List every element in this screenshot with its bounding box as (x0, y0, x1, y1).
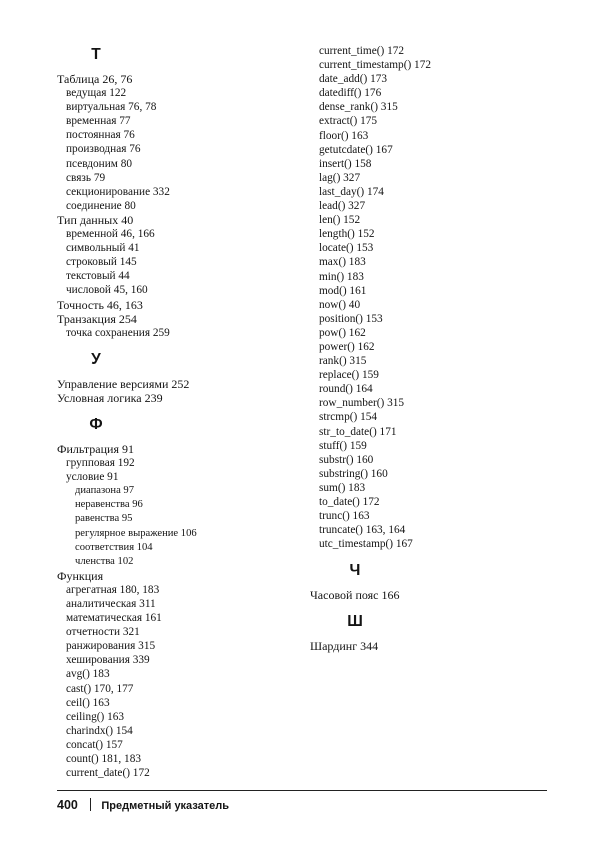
index-subentry: постоянная 76 (66, 129, 135, 142)
index-subentry: now() 40 (319, 298, 361, 311)
index-subentry: replace() 159 (319, 369, 379, 382)
index-subentry: регулярное выражение 106 (75, 527, 197, 539)
index-subentry: datediff() 176 (319, 87, 382, 100)
index-subentry: равенства 95 (75, 513, 133, 525)
index-subentry: position() 153 (319, 312, 383, 325)
index-subentry: rank() 315 (319, 355, 367, 368)
page-footer (57, 796, 229, 814)
index-subentry: extract() 175 (319, 115, 378, 128)
index-subentry: len() 152 (319, 214, 361, 227)
index-column-left (57, 44, 292, 780)
index-subentry: lead() 327 (319, 200, 366, 213)
index-subentry: числовой 45, 160 (66, 284, 148, 297)
index-subentry: символьный 41 (66, 242, 140, 255)
index-subentry: count() 181, 183 (66, 753, 141, 766)
index-subentry: mod() 161 (319, 284, 367, 297)
index-subentry: условие 91 (66, 471, 119, 484)
index-subentry: математическая 161 (66, 612, 162, 625)
index-letter-heading: Ш (347, 613, 363, 631)
index-subentry: ceiling() 163 (66, 710, 125, 723)
index-subentry: round() 164 (319, 383, 373, 396)
index-entry: Управление версиями 252 (57, 376, 190, 391)
index-letter-heading: Ч (349, 562, 361, 580)
index-subentry: sum() 183 (319, 481, 366, 494)
index-subentry: временная 77 (66, 115, 131, 128)
index-subentry: cast() 170, 177 (66, 682, 134, 695)
index-subentry: текстовый 44 (66, 270, 130, 283)
footer-separator (90, 798, 92, 811)
index-subentry: min() 183 (319, 270, 364, 283)
index-subentry: хеширования 339 (66, 654, 150, 667)
index-subentry: неравенства 96 (75, 499, 143, 511)
index-subentry: соединение 80 (66, 199, 136, 212)
index-subentry: производная 76 (66, 143, 141, 156)
index-subentry: locate() 153 (319, 242, 374, 255)
index-subentry: truncate() 163, 164 (319, 524, 406, 537)
index-subentry: trunc() 163 (319, 510, 370, 523)
index-subentry: агрегатная 180, 183 (66, 583, 160, 596)
index-subentry: concat() 157 (66, 738, 123, 751)
index-subentry: substr() 160 (319, 453, 374, 466)
index-subentry: last_day() 174 (319, 185, 384, 198)
index-subentry: временной 46, 166 (66, 228, 155, 241)
index-subentry: max() 183 (319, 256, 366, 269)
index-subentry: row_number() 315 (319, 397, 405, 410)
index-subentry: insert() 158 (319, 157, 372, 170)
index-subentry: stuff() 159 (319, 439, 367, 452)
index-subentry: членства 102 (75, 555, 134, 567)
page-number: 400 (57, 798, 78, 812)
index-subentry: utc_timestamp() 167 (319, 538, 413, 551)
index-subentry: групповая 192 (66, 457, 135, 470)
index-subentry: отчетности 321 (66, 626, 140, 639)
index-subentry: getutcdate() 167 (319, 143, 393, 156)
index-entry: Таблица 26, 76 (57, 72, 133, 86)
index-subentry: current_time() 172 (319, 45, 405, 57)
index-subentry: date_add() 173 (319, 73, 388, 86)
index-entry: Шардинг 344 (310, 639, 379, 654)
index-subentry: substring() 160 (319, 467, 388, 480)
index-entry: Фильтрация 91 (57, 441, 134, 456)
index-subentry: power() 162 (319, 340, 375, 353)
index-subentry: секционирование 332 (66, 185, 170, 198)
index-subentry: диапазона 97 (75, 485, 135, 497)
index-subentry: аналитическая 311 (66, 598, 156, 610)
running-title: Предметный указатель (101, 800, 230, 812)
index-subentry: ведущая 122 (66, 87, 127, 100)
index-subentry: ранжирования 315 (66, 640, 156, 653)
index-entry: Условная логика 239 (57, 390, 163, 405)
index-subentry: current_date() 172 (66, 767, 150, 780)
index-subentry: str_to_date() 171 (319, 425, 397, 438)
index-entry: Транзакция 254 (57, 311, 137, 326)
index-entry: Точность 46, 163 (57, 297, 143, 312)
index-subentry: current_timestamp() 172 (319, 59, 431, 72)
index-entry: Часовой пояс 166 (310, 588, 400, 603)
index-entry: Тип данных 40 (57, 212, 134, 227)
index-subentry: lag() 327 (319, 171, 361, 184)
index-letter-heading: Т (91, 46, 101, 63)
index-subentry: charindx() 154 (66, 724, 133, 737)
index-subentry: dense_rank() 315 (319, 101, 398, 114)
index-subentry: псевдоним 80 (66, 157, 133, 170)
index-subentry: avg() 183 (66, 668, 110, 681)
index-letter-heading: У (91, 350, 101, 368)
index-column-right (310, 44, 560, 654)
index-subentry: to_date() 172 (319, 496, 380, 508)
index-subentry: strcmp() 154 (319, 411, 378, 424)
index-subentry: pow() 162 (319, 326, 366, 339)
footer-rule (57, 790, 547, 791)
index-subentry: соответствия 104 (75, 541, 153, 553)
index-subentry: length() 152 (319, 228, 375, 241)
index-letter-heading: Ф (89, 415, 103, 433)
index-subentry: floor() 163 (319, 129, 369, 142)
index-subentry: ceil() 163 (66, 696, 110, 709)
index-subentry: строковый 145 (66, 256, 137, 269)
index-subentry: связь 79 (66, 171, 106, 184)
index-subentry: виртуальная 76, 78 (66, 101, 157, 114)
index-subentry: точка сохранения 259 (66, 326, 170, 339)
index-entry: Функция (57, 568, 104, 583)
